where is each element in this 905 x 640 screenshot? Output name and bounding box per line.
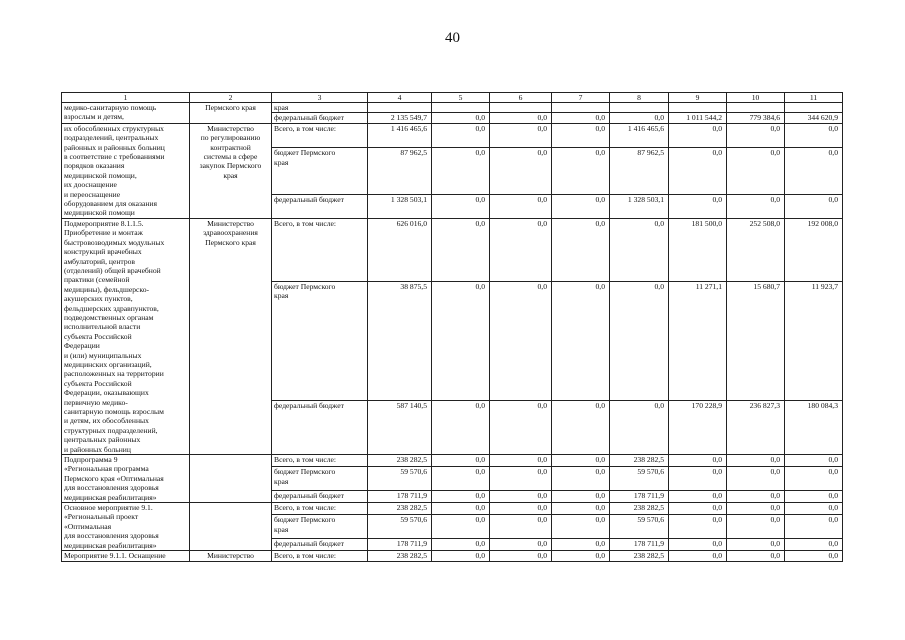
value-cell: 0,0 bbox=[727, 455, 785, 467]
value-cell: 0,0 bbox=[432, 218, 490, 281]
value-cell bbox=[432, 103, 490, 113]
budget-table bbox=[61, 92, 843, 562]
value-cell: 0,0 bbox=[552, 503, 610, 515]
value-cell: 626 016,0 bbox=[368, 218, 432, 281]
value-cell: 0,0 bbox=[727, 467, 785, 490]
funding-source-cell: Всего, в том числе: bbox=[272, 123, 368, 147]
table-row bbox=[62, 503, 843, 515]
funding-source-cell: Всего, в том числе: bbox=[272, 551, 368, 561]
value-cell: 0,0 bbox=[490, 538, 552, 550]
column-header: 1 bbox=[62, 93, 190, 103]
value-cell: 0,0 bbox=[610, 401, 669, 455]
column-header: 4 bbox=[368, 93, 432, 103]
table-row bbox=[62, 455, 843, 467]
value-cell: 0,0 bbox=[785, 515, 843, 538]
value-cell: 238 282,5 bbox=[368, 551, 432, 561]
table-row bbox=[62, 218, 843, 281]
value-cell: 181 500,0 bbox=[669, 218, 727, 281]
value-cell: 0,0 bbox=[669, 551, 727, 561]
value-cell: 11 923,7 bbox=[785, 281, 843, 400]
value-cell: 0,0 bbox=[610, 281, 669, 400]
responsible-executor-cell: Министерство bbox=[190, 551, 272, 561]
funding-source-cell: федеральный бюджет bbox=[272, 113, 368, 123]
funding-source-cell: Всего, в том числе: bbox=[272, 503, 368, 515]
value-cell: 0,0 bbox=[432, 281, 490, 400]
value-cell: 0,0 bbox=[490, 281, 552, 400]
value-cell: 15 680,7 bbox=[727, 281, 785, 400]
responsible-executor-cell: Министерство по регулированию контрактной системы в сфере закупок Пермского края bbox=[190, 123, 272, 218]
value-cell: 87 962,5 bbox=[610, 148, 669, 194]
value-cell: 0,0 bbox=[552, 148, 610, 194]
value-cell bbox=[669, 103, 727, 113]
value-cell: 192 008,0 bbox=[785, 218, 843, 281]
value-cell: 0,0 bbox=[727, 148, 785, 194]
value-cell: 238 282,5 bbox=[368, 455, 432, 467]
value-cell: 0,0 bbox=[552, 551, 610, 561]
value-cell: 0,0 bbox=[785, 455, 843, 467]
value-cell: 238 282,5 bbox=[610, 455, 669, 467]
value-cell: 178 711,9 bbox=[368, 490, 432, 502]
value-cell: 0,0 bbox=[432, 490, 490, 502]
value-cell: 0,0 bbox=[669, 455, 727, 467]
funding-source-cell: федеральный бюджет bbox=[272, 490, 368, 502]
value-cell: 0,0 bbox=[785, 467, 843, 490]
value-cell: 0,0 bbox=[727, 515, 785, 538]
value-cell: 0,0 bbox=[552, 218, 610, 281]
value-cell: 779 384,6 bbox=[727, 113, 785, 123]
value-cell: 0,0 bbox=[432, 194, 490, 218]
value-cell: 0,0 bbox=[785, 490, 843, 502]
value-cell: 178 711,9 bbox=[610, 538, 669, 550]
page-number: 40 bbox=[445, 30, 460, 46]
value-cell: 236 827,3 bbox=[727, 401, 785, 455]
responsible-executor-cell bbox=[190, 503, 272, 551]
value-cell: 0,0 bbox=[727, 503, 785, 515]
funding-source-cell: бюджет Пермского края bbox=[272, 281, 368, 400]
column-header: 2 bbox=[190, 93, 272, 103]
value-cell: 252 508,0 bbox=[727, 218, 785, 281]
value-cell: 0,0 bbox=[432, 401, 490, 455]
value-cell: 0,0 bbox=[669, 467, 727, 490]
funding-source-cell: бюджет Пермского края bbox=[272, 467, 368, 490]
value-cell: 11 271,1 bbox=[669, 281, 727, 400]
value-cell: 0,0 bbox=[669, 148, 727, 194]
table-row bbox=[62, 551, 843, 561]
value-cell: 59 570,6 bbox=[368, 467, 432, 490]
value-cell: 0,0 bbox=[432, 148, 490, 194]
value-cell: 0,0 bbox=[432, 123, 490, 147]
value-cell: 0,0 bbox=[552, 123, 610, 147]
value-cell: 0,0 bbox=[669, 194, 727, 218]
value-cell: 0,0 bbox=[490, 503, 552, 515]
value-cell: 238 282,5 bbox=[610, 551, 669, 561]
value-cell: 1 416 465,6 bbox=[368, 123, 432, 147]
value-cell: 0,0 bbox=[490, 515, 552, 538]
value-cell: 0,0 bbox=[552, 538, 610, 550]
item-name-cell: медико-санитарную помощь взрослым и детям, bbox=[62, 103, 190, 124]
value-cell: 59 570,6 bbox=[368, 515, 432, 538]
table-header-row bbox=[62, 93, 843, 103]
value-cell: 0,0 bbox=[552, 490, 610, 502]
value-cell: 0,0 bbox=[727, 538, 785, 550]
value-cell: 0,0 bbox=[432, 113, 490, 123]
value-cell: 0,0 bbox=[669, 123, 727, 147]
column-header: 5 bbox=[432, 93, 490, 103]
column-header: 3 bbox=[272, 93, 368, 103]
value-cell: 0,0 bbox=[490, 113, 552, 123]
funding-source-cell: федеральный бюджет bbox=[272, 194, 368, 218]
funding-source-cell: края bbox=[272, 103, 368, 113]
value-cell: 0,0 bbox=[785, 194, 843, 218]
value-cell: 0,0 bbox=[490, 148, 552, 194]
value-cell: 1 011 544,2 bbox=[669, 113, 727, 123]
value-cell: 170 228,9 bbox=[669, 401, 727, 455]
value-cell: 0,0 bbox=[490, 551, 552, 561]
column-header: 7 bbox=[552, 93, 610, 103]
value-cell: 0,0 bbox=[727, 194, 785, 218]
column-header: 11 bbox=[785, 93, 843, 103]
value-cell: 0,0 bbox=[785, 551, 843, 561]
value-cell: 1 328 503,1 bbox=[610, 194, 669, 218]
value-cell: 2 135 549,7 bbox=[368, 113, 432, 123]
responsible-executor-cell: Пермского края bbox=[190, 103, 272, 124]
value-cell: 344 620,9 bbox=[785, 113, 843, 123]
value-cell: 0,0 bbox=[669, 503, 727, 515]
responsible-executor-cell: Министерство здравоохранения Пермского края bbox=[190, 218, 272, 454]
value-cell: 0,0 bbox=[727, 123, 785, 147]
value-cell: 0,0 bbox=[785, 148, 843, 194]
item-name-cell: Мероприятие 9.1.1. Оснащение bbox=[62, 551, 190, 561]
column-header: 8 bbox=[610, 93, 669, 103]
value-cell: 0,0 bbox=[490, 194, 552, 218]
value-cell: 0,0 bbox=[785, 538, 843, 550]
value-cell: 0,0 bbox=[785, 123, 843, 147]
value-cell: 0,0 bbox=[432, 503, 490, 515]
value-cell: 0,0 bbox=[490, 467, 552, 490]
funding-source-cell: федеральный бюджет bbox=[272, 401, 368, 455]
value-cell: 1 416 465,6 bbox=[610, 123, 669, 147]
table-row bbox=[62, 103, 843, 113]
table-row bbox=[62, 123, 843, 147]
funding-source-cell: федеральный бюджет bbox=[272, 538, 368, 550]
column-header: 9 bbox=[669, 93, 727, 103]
value-cell: 0,0 bbox=[727, 490, 785, 502]
value-cell: 0,0 bbox=[432, 467, 490, 490]
value-cell: 0,0 bbox=[432, 551, 490, 561]
value-cell: 38 875,5 bbox=[368, 281, 432, 400]
value-cell: 87 962,5 bbox=[368, 148, 432, 194]
value-cell: 587 140,5 bbox=[368, 401, 432, 455]
value-cell: 178 711,9 bbox=[368, 538, 432, 550]
column-header: 10 bbox=[727, 93, 785, 103]
value-cell: 0,0 bbox=[552, 515, 610, 538]
item-name-cell: Основное мероприятие 9.1. «Региональный проект «Оптимальная для восстановления здоровья медицинская реабилитация» bbox=[62, 503, 190, 551]
value-cell: 238 282,5 bbox=[368, 503, 432, 515]
value-cell: 180 084,3 bbox=[785, 401, 843, 455]
value-cell: 0,0 bbox=[610, 113, 669, 123]
value-cell bbox=[368, 103, 432, 113]
value-cell: 0,0 bbox=[552, 401, 610, 455]
value-cell: 178 711,9 bbox=[610, 490, 669, 502]
item-name-cell: Подпрограмма 9 «Региональная программа Пермского края «Оптимальная для восстановления здоровья медицинская реабилитация» bbox=[62, 455, 190, 503]
value-cell: 0,0 bbox=[552, 113, 610, 123]
value-cell: 0,0 bbox=[669, 538, 727, 550]
value-cell: 0,0 bbox=[669, 515, 727, 538]
funding-source-cell: бюджет Пермского края bbox=[272, 515, 368, 538]
value-cell: 0,0 bbox=[432, 455, 490, 467]
value-cell: 59 570,6 bbox=[610, 467, 669, 490]
value-cell: 0,0 bbox=[552, 467, 610, 490]
table-body bbox=[62, 93, 843, 562]
value-cell: 0,0 bbox=[552, 194, 610, 218]
column-header: 6 bbox=[490, 93, 552, 103]
value-cell: 0,0 bbox=[490, 401, 552, 455]
value-cell bbox=[490, 103, 552, 113]
value-cell: 0,0 bbox=[432, 538, 490, 550]
value-cell: 0,0 bbox=[785, 503, 843, 515]
value-cell: 0,0 bbox=[552, 281, 610, 400]
value-cell: 0,0 bbox=[490, 123, 552, 147]
value-cell: 0,0 bbox=[610, 218, 669, 281]
value-cell bbox=[785, 103, 843, 113]
value-cell: 0,0 bbox=[727, 551, 785, 561]
funding-source-cell: Всего, в том числе: bbox=[272, 218, 368, 281]
responsible-executor-cell bbox=[190, 455, 272, 503]
value-cell: 0,0 bbox=[432, 515, 490, 538]
value-cell bbox=[610, 103, 669, 113]
value-cell bbox=[552, 103, 610, 113]
value-cell: 0,0 bbox=[552, 455, 610, 467]
value-cell: 0,0 bbox=[490, 218, 552, 281]
value-cell: 238 282,5 bbox=[610, 503, 669, 515]
value-cell bbox=[727, 103, 785, 113]
value-cell: 0,0 bbox=[669, 490, 727, 502]
funding-source-cell: бюджет Пермского края bbox=[272, 148, 368, 194]
funding-source-cell: Всего, в том числе: bbox=[272, 455, 368, 467]
value-cell: 1 328 503,1 bbox=[368, 194, 432, 218]
item-name-cell: их обособленных структурных подразделений, центральных районных и районных больниц в соответствие с требованиями порядков оказания медицинской помощи, их дооснащение и переоснащение оборудованием для оказания медицинской помощи bbox=[62, 123, 190, 218]
value-cell: 0,0 bbox=[490, 490, 552, 502]
value-cell: 59 570,6 bbox=[610, 515, 669, 538]
item-name-cell: Подмероприятие 8.1.1.5. Приобретение и монтаж быстровозводимых модульных конструкций врачебных амбулаторий, центров (отделений) общей врачебной практики (семейной медицины), фельдшерско- акушерских пунктов, фельдшерских здравпунктов, подведомственных органам исполнительной власти субъекта Российской Федерации и (или) муниципальных медицинских организаций, расположенных на территории субъекта Российской Федерации, оказывающих первичную медико- санитарную помощь взрослым и детям, их обособленных структурных подразделений, центральных районных и районных больниц bbox=[62, 218, 190, 454]
value-cell: 0,0 bbox=[490, 455, 552, 467]
